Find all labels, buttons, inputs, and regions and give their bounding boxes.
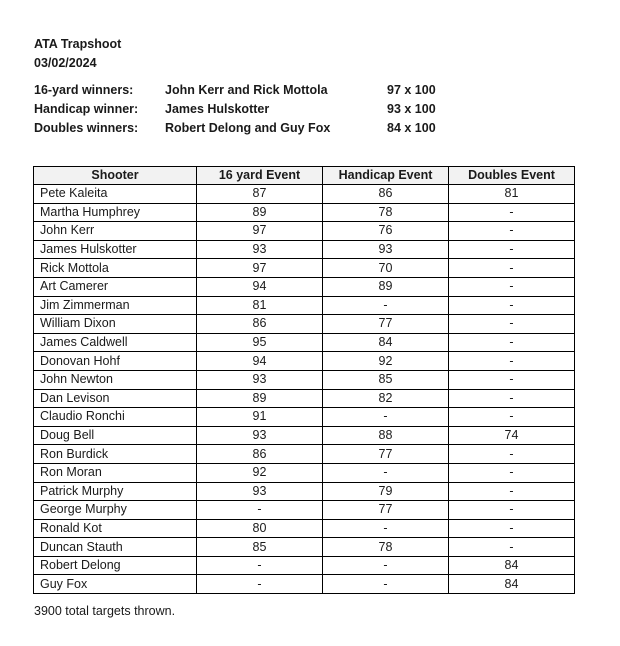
- cell-16-yard: 93: [197, 482, 323, 501]
- event-date: 03/02/2024: [34, 56, 97, 70]
- cell-shooter: Doug Bell: [34, 426, 197, 445]
- cell-handicap: 79: [323, 482, 449, 501]
- cell-16-yard: 93: [197, 240, 323, 259]
- cell-handicap: -: [323, 556, 449, 575]
- winner-names: Robert Delong and Guy Fox: [165, 121, 331, 135]
- table-row: [34, 426, 575, 445]
- cell-doubles: -: [449, 315, 575, 334]
- cell-handicap: -: [323, 575, 449, 594]
- table-row: [34, 315, 575, 334]
- table-row: [34, 370, 575, 389]
- table-header-row: [34, 167, 575, 185]
- cell-doubles: -: [449, 501, 575, 520]
- cell-doubles: 74: [449, 426, 575, 445]
- cell-doubles: -: [449, 259, 575, 278]
- cell-handicap: -: [323, 463, 449, 482]
- cell-shooter: Guy Fox: [34, 575, 197, 594]
- winner-score: 84 x 100: [387, 121, 436, 135]
- cell-shooter: Pete Kaleita: [34, 185, 197, 204]
- cell-shooter: Jim Zimmerman: [34, 296, 197, 315]
- column-header-handicap: Handicap Event: [323, 167, 449, 185]
- cell-handicap: -: [323, 296, 449, 315]
- table-row: [34, 501, 575, 520]
- cell-16-yard: 89: [197, 203, 323, 222]
- table-row: [34, 296, 575, 315]
- table-row: [34, 333, 575, 352]
- table-row: [34, 277, 575, 296]
- cell-16-yard: -: [197, 556, 323, 575]
- cell-doubles: 84: [449, 575, 575, 594]
- cell-16-yard: 92: [197, 463, 323, 482]
- cell-shooter: Claudio Ronchi: [34, 408, 197, 427]
- table-row: [34, 352, 575, 371]
- cell-handicap: 78: [323, 538, 449, 557]
- cell-handicap: 78: [323, 203, 449, 222]
- cell-shooter: Art Camerer: [34, 277, 197, 296]
- cell-handicap: 88: [323, 426, 449, 445]
- cell-doubles: 84: [449, 556, 575, 575]
- cell-doubles: -: [449, 296, 575, 315]
- winner-row-16-yard: [34, 81, 467, 100]
- cell-doubles: 81: [449, 185, 575, 204]
- cell-handicap: 82: [323, 389, 449, 408]
- winner-score: 93 x 100: [387, 102, 436, 116]
- cell-doubles: -: [449, 203, 575, 222]
- cell-handicap: 77: [323, 445, 449, 464]
- cell-handicap: 86: [323, 185, 449, 204]
- table-row: [34, 556, 575, 575]
- table-row: [34, 259, 575, 278]
- cell-shooter: Robert Delong: [34, 556, 197, 575]
- cell-16-yard: 95: [197, 333, 323, 352]
- cell-handicap: 85: [323, 370, 449, 389]
- winners-summary: [34, 81, 467, 138]
- column-header-shooter: Shooter: [34, 167, 197, 185]
- cell-handicap: -: [323, 519, 449, 538]
- cell-shooter: Donovan Hohf: [34, 352, 197, 371]
- cell-shooter: James Hulskotter: [34, 240, 197, 259]
- cell-16-yard: 93: [197, 426, 323, 445]
- cell-doubles: -: [449, 445, 575, 464]
- table-row: [34, 222, 575, 241]
- table-row: [34, 389, 575, 408]
- cell-handicap: 77: [323, 315, 449, 334]
- cell-16-yard: 93: [197, 370, 323, 389]
- cell-shooter: Rick Mottola: [34, 259, 197, 278]
- title-block: [34, 35, 121, 73]
- cell-doubles: -: [449, 352, 575, 371]
- cell-16-yard: 97: [197, 259, 323, 278]
- cell-handicap: 77: [323, 501, 449, 520]
- cell-shooter: John Newton: [34, 370, 197, 389]
- cell-doubles: -: [449, 519, 575, 538]
- document-title: ATA Trapshoot: [34, 37, 122, 51]
- winner-score: 97 x 100: [387, 83, 436, 97]
- table-row: [34, 203, 575, 222]
- cell-shooter: Dan Levison: [34, 389, 197, 408]
- cell-handicap: 92: [323, 352, 449, 371]
- table-row: [34, 482, 575, 501]
- cell-doubles: -: [449, 222, 575, 241]
- cell-doubles: -: [449, 370, 575, 389]
- cell-doubles: -: [449, 408, 575, 427]
- table-row: [34, 463, 575, 482]
- cell-16-yard: 97: [197, 222, 323, 241]
- cell-handicap: 70: [323, 259, 449, 278]
- cell-doubles: -: [449, 538, 575, 557]
- table-row: [34, 185, 575, 204]
- cell-16-yard: 89: [197, 389, 323, 408]
- cell-shooter: Ron Burdick: [34, 445, 197, 464]
- table-row: [34, 538, 575, 557]
- cell-shooter: Duncan Stauth: [34, 538, 197, 557]
- cell-shooter: George Murphy: [34, 501, 197, 520]
- cell-16-yard: 85: [197, 538, 323, 557]
- column-header-doubles: Doubles Event: [449, 167, 575, 185]
- table-row: [34, 408, 575, 427]
- cell-doubles: -: [449, 463, 575, 482]
- cell-shooter: Ronald Kot: [34, 519, 197, 538]
- cell-doubles: -: [449, 389, 575, 408]
- column-header-16-yard: 16 yard Event: [197, 167, 323, 185]
- cell-doubles: -: [449, 482, 575, 501]
- cell-16-yard: 91: [197, 408, 323, 427]
- cell-handicap: 89: [323, 277, 449, 296]
- cell-handicap: 76: [323, 222, 449, 241]
- winner-label: Handicap winner:: [34, 102, 139, 116]
- winner-row-handicap: [34, 100, 467, 119]
- cell-16-yard: 81: [197, 296, 323, 315]
- winner-names: John Kerr and Rick Mottola: [165, 83, 328, 97]
- cell-handicap: 84: [323, 333, 449, 352]
- cell-handicap: 93: [323, 240, 449, 259]
- cell-16-yard: -: [197, 575, 323, 594]
- scores-table: [33, 166, 575, 594]
- cell-16-yard: 86: [197, 315, 323, 334]
- total-targets-note: 3900 total targets thrown.: [34, 604, 176, 618]
- cell-16-yard: 94: [197, 352, 323, 371]
- cell-16-yard: 86: [197, 445, 323, 464]
- table-row: [34, 445, 575, 464]
- table-row: [34, 519, 575, 538]
- table-row: [34, 575, 575, 594]
- cell-shooter: James Caldwell: [34, 333, 197, 352]
- winner-label: Doubles winners:: [34, 121, 139, 135]
- table-body: [34, 185, 575, 594]
- cell-16-yard: 80: [197, 519, 323, 538]
- cell-handicap: -: [323, 408, 449, 427]
- cell-shooter: Ron Moran: [34, 463, 197, 482]
- cell-doubles: -: [449, 333, 575, 352]
- cell-shooter: John Kerr: [34, 222, 197, 241]
- cell-doubles: -: [449, 277, 575, 296]
- cell-16-yard: 94: [197, 277, 323, 296]
- cell-shooter: Patrick Murphy: [34, 482, 197, 501]
- cell-doubles: -: [449, 240, 575, 259]
- winner-label: 16-yard winners:: [34, 83, 134, 97]
- table-row: [34, 240, 575, 259]
- winner-row-doubles: [34, 119, 467, 138]
- cell-16-yard: 87: [197, 185, 323, 204]
- winner-names: James Hulskotter: [165, 102, 270, 116]
- cell-16-yard: -: [197, 501, 323, 520]
- cell-shooter: William Dixon: [34, 315, 197, 334]
- cell-shooter: Martha Humphrey: [34, 203, 197, 222]
